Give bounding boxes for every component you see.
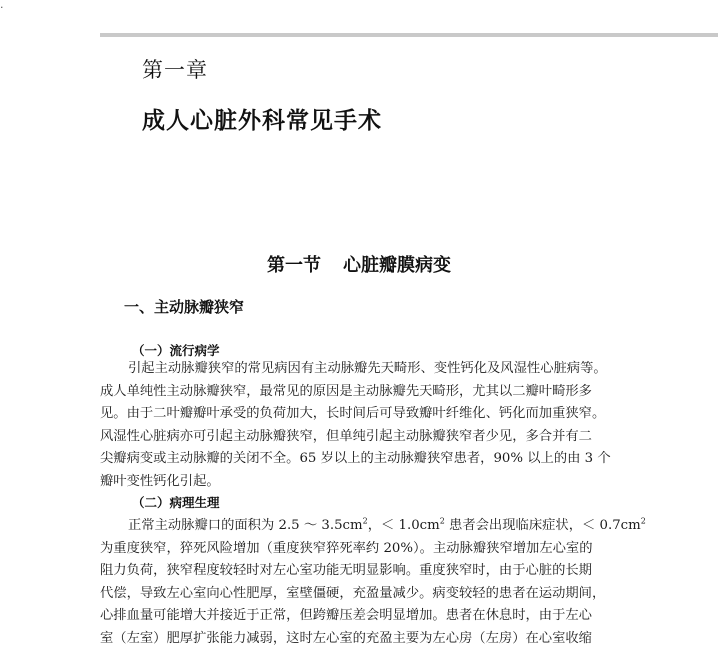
text-line: 引起主动脉瓣狭窄的常见病因有主动脉瓣先天畸形、变性钙化及风湿性心脏病等。 <box>128 361 607 376</box>
text-line: 风湿性心脏病亦可引起主动脉瓣狭窄，但单纯引起主动脉瓣狭窄者少见，多合并有二 <box>100 428 592 444</box>
epidemiology-paragraph <box>100 358 632 494</box>
text-line: 心排血量可能增大并接近于正常，但跨瓣压差会明显增加。患者在休息时，由于左心 <box>100 608 592 624</box>
superscript: 2 <box>362 516 368 526</box>
text-line: 成人单纯性主动脉瓣狭窄，最常见的原因是主动脉瓣先天畸形，尤其以二瓣叶畸形多 <box>100 383 592 399</box>
superscript: 2 <box>439 516 445 526</box>
subsection-title: 一、主动脉瓣狭窄 <box>124 298 245 316</box>
text-line: 阻力负荷，狭窄程度较轻时对左心室功能无明显影响。重度狭窄时，由于心脏的长期 <box>100 563 592 579</box>
chapter-title: 成人心脏外科常见手术 <box>142 108 382 134</box>
corner-mark: · <box>0 1 4 14</box>
text-line: 瓣叶变性钙化引起。 <box>100 473 220 489</box>
text-line: 为重度狭窄，猝死风险增加（重度狭窄猝死率约 20%）。主动脉瓣狭窄增加左心室的 <box>100 540 593 556</box>
text-line <box>100 515 646 538</box>
text-line: 见。由于二叶瓣瓣叶承受的负荷加大，长时间后可导致瓣叶纤维化、钙化而加重狭窄。 <box>100 406 606 422</box>
pathophysiology-paragraph <box>100 515 646 651</box>
superscript: 2 <box>640 516 646 526</box>
text-segment: 患者会出现临床症状，＜ 0.7cm <box>444 518 641 533</box>
text-segment: ，＜ 1.0cm <box>367 518 440 533</box>
text-segment: 正常主动脉瓣口的面积为 2.5 ～ 3.5cm <box>128 518 363 533</box>
text-line: 室（左室）肥厚扩张能力减弱，这时左心室的充盈主要为左心房（左房）在心室收缩 <box>100 630 592 646</box>
header-rule <box>100 33 718 37</box>
section-title <box>0 254 718 278</box>
section-number: 第一节 <box>267 255 321 276</box>
section-name: 心脏瓣膜病变 <box>343 255 451 276</box>
text-line: 尖瓣病变或主动脉瓣的关闭不全。65 岁以上的主动脉瓣狭窄患者，90% 以上的由 3 个 <box>100 451 611 467</box>
chapter-label: 第一章 <box>142 58 208 82</box>
epidemiology-heading: （一）流行病学 <box>132 343 220 358</box>
pathophysiology-heading: （二）病理生理 <box>132 495 220 510</box>
text-line: 代偿，导致左心室向心性肥厚，室壁僵硬，充盈量减少。病变较轻的患者在运动期间， <box>100 585 606 601</box>
